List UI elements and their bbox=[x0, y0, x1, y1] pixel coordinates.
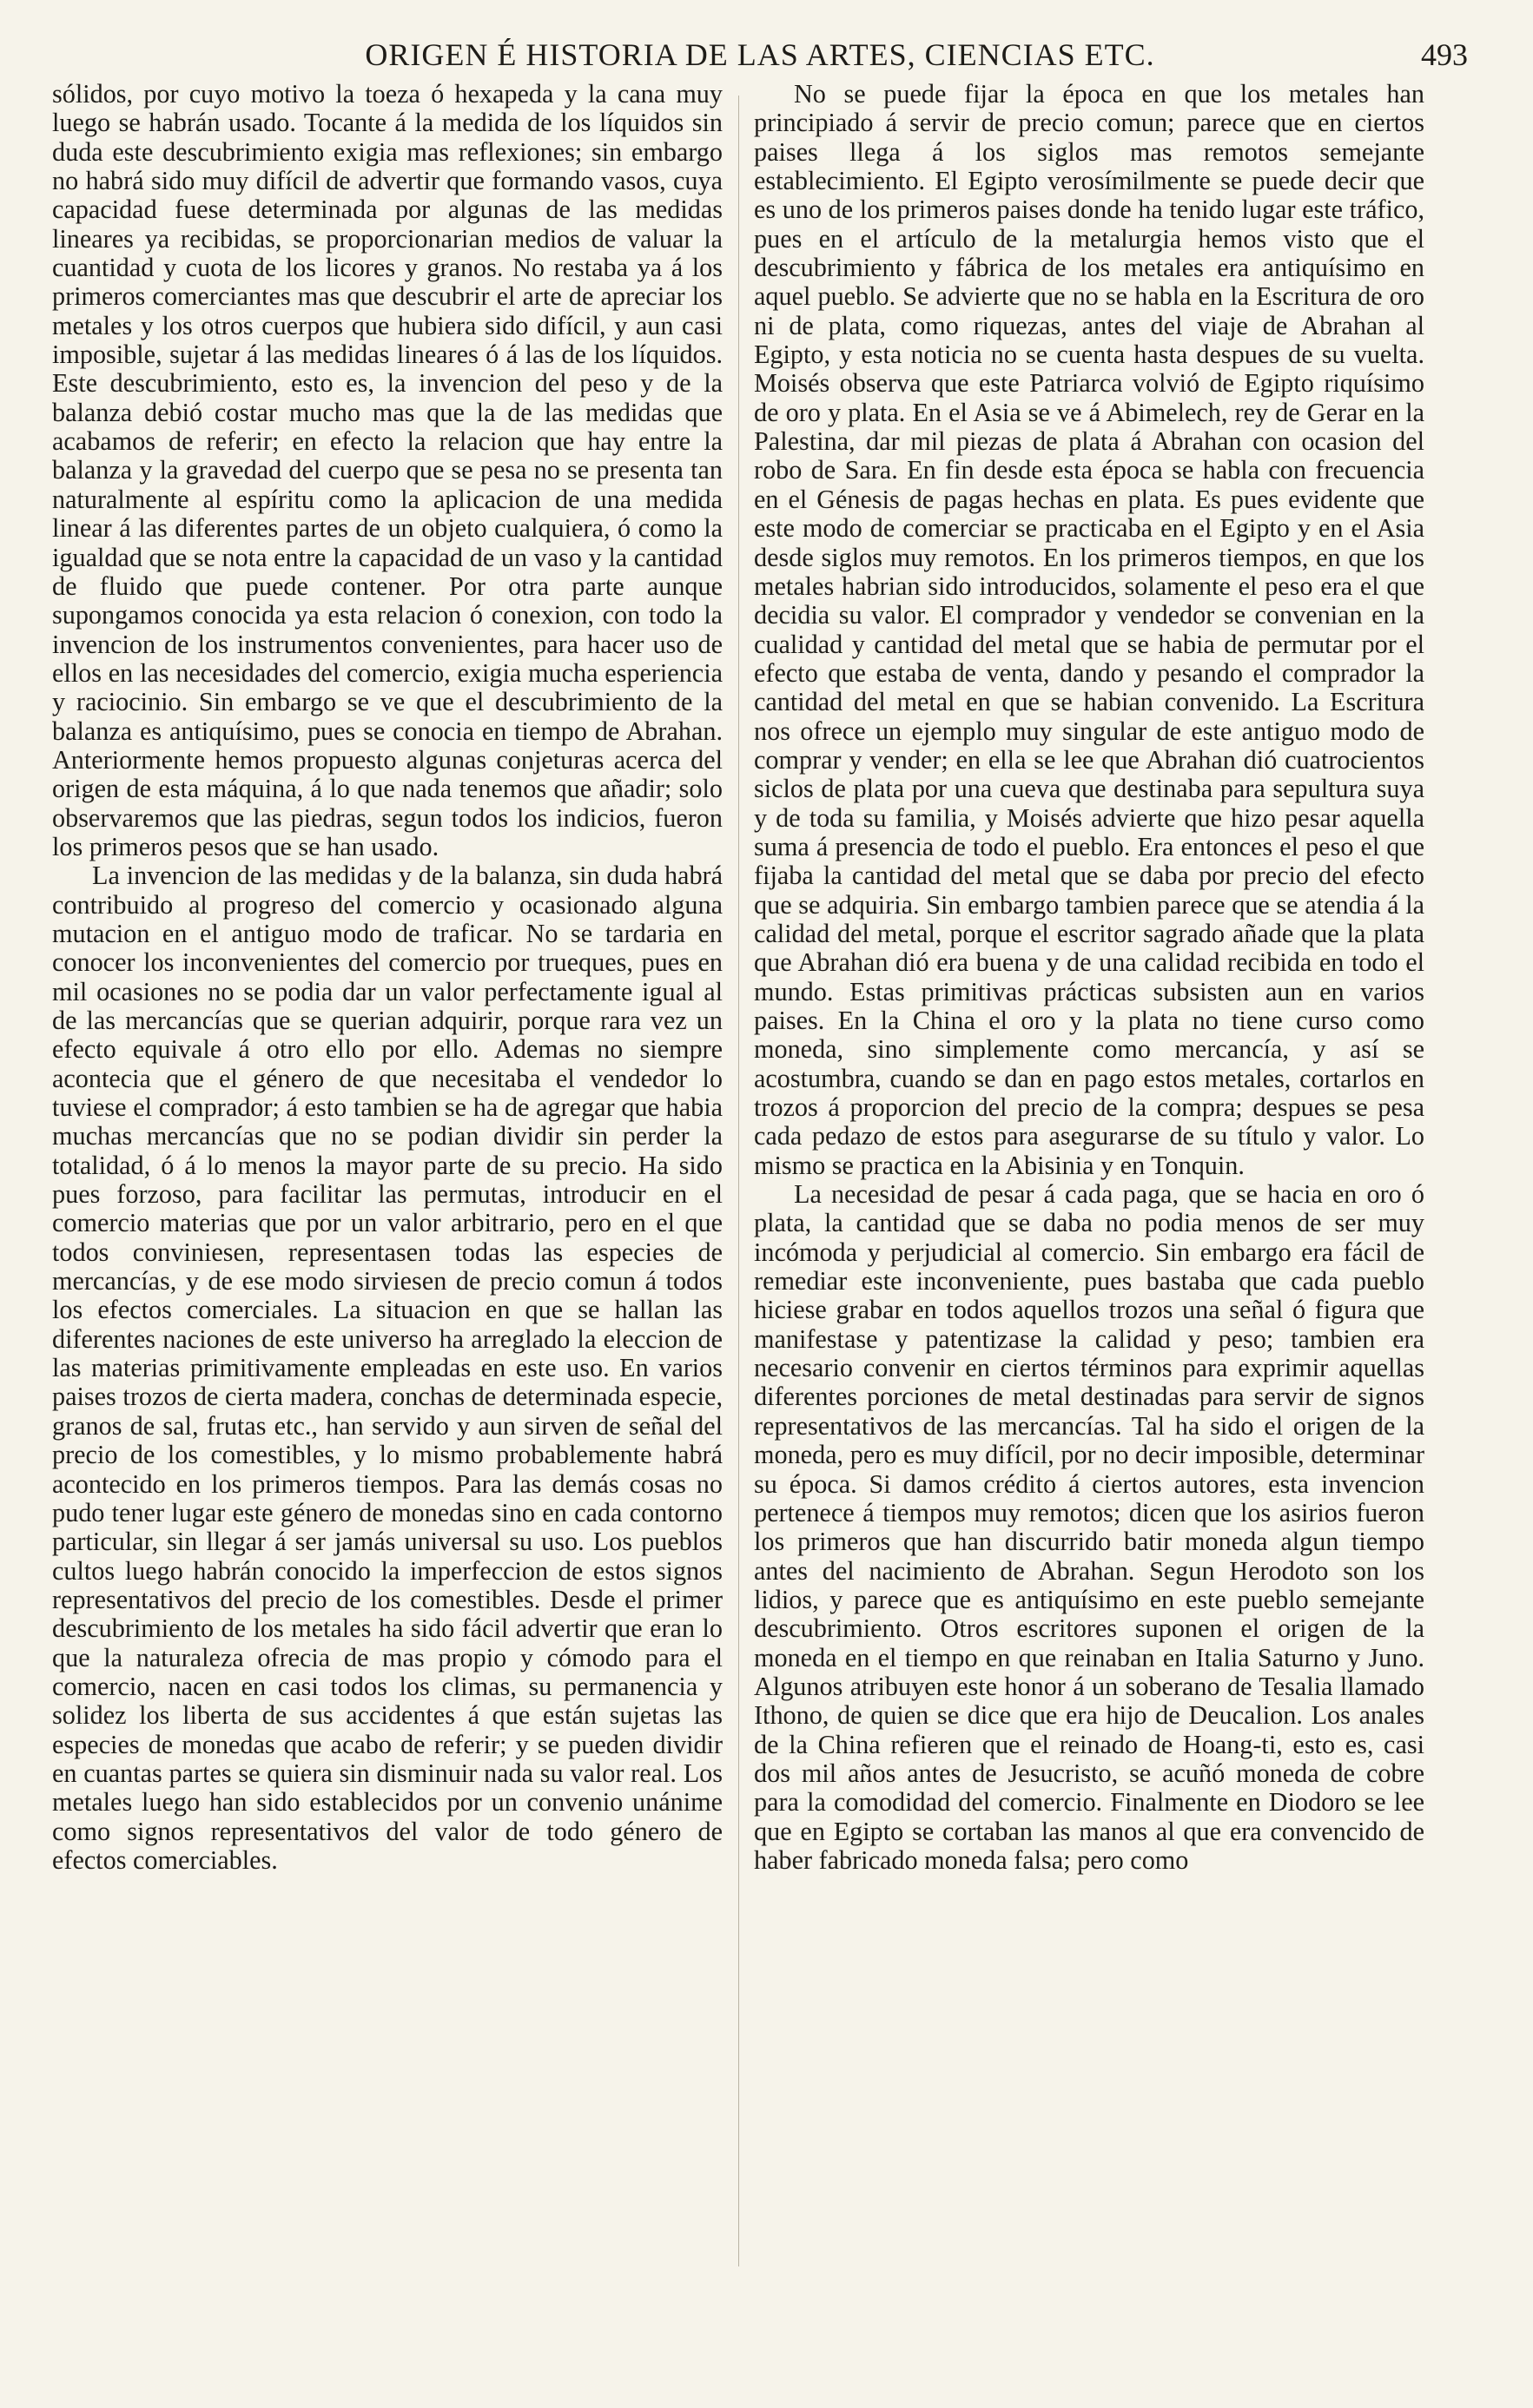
paragraph: No se puede fijar la época en que los metales han principiado á servir de precio comun; parece que en ciertos paises llega á los siglos mas remotos semejante establecimiento. El Egipto verosímilmente se puede decir que es uno de los primeros paises donde ha tenido lugar este tráfico, pues en el artículo de la metalurgia hemos visto que el descubrimiento y fábrica de los metales era antiquísimo en aquel pueblo. Se advierte que no se habla en la Escritura de oro ni de plata, como riquezas, antes del viaje de Abrahan al Egipto, y esta noticia no se cuenta hasta despues de su vuelta. Moisés observa que este Patriarca volvió de Egipto riquísimo de oro y plata. En el Asia se ve á Abimelech, rey de Gerar en la Palestina, dar mil piezas de plata á Abrahan con ocasion del robo de Sara. En fin desde esta época se habla con frecuencia en el Génesis de pagas hechas en plata. Es pues evidente que este modo de comerciar se practicaba en el Egipto y en el Asia desde siglos muy remotos. En los primeros tiempos, en que los metales habrian sido introducidos, solamente el peso era el que decidia su valor. El comprador y vendedor se convenian en la cualidad y cantidad del metal que se habia de permutar por el efecto que estaba de venta, dando y pesando el comprador la cantidad del metal en que se habian convenido. La Escritura nos ofrece un ejemplo muy singular de este antiguo modo de comprar y vender; en ella se lee que Abrahan dió cuatrocientos siclos de plata por una cueva que destinaba para sepultura suya y de toda su familia, y Moisés advierte que hizo pesar aquella suma á presencia de todo el pueblo. Era entonces el peso el que fijaba la cantidad del metal que se daba por precio del efecto que se adquiria. Sin embargo tambien parece que se atendia á la calidad del metal, porque el escritor sagrado añade que la plata que Abrahan dió era buena y de una calidad recibida en todo el mundo. Estas primitivas prácticas subsisten aun en varios paises. En la China el oro y la plata no tiene curso como moneda, sino simplemente como mercancía, y así se acostumbra, cuando se dan en pago estos metales, cortarlos en trozos á proporcion del precio de la compra; despues se pesa cada pedazo de estos para asegurarse de su título y valor. Lo mismo se practica en la Abisinia y en Tonquin. bbox=[754, 80, 1424, 1180]
paragraph: La invencion de las medidas y de la balanza, sin duda habrá contribuido al progreso del comercio y ocasionado alguna mutacion en el antiguo modo de traficar. No se tardaria en conocer los inconvenientes del comercio por trueques, pues en mil ocasiones no se podia dar un valor perfectamente igual al de las mercancías que se querian adquirir, porque rara vez un efecto equivale á otro ello por ello. Ademas no siempre acontecia que el género de que necesitaba el vendedor lo tuviese el comprador; á esto tambien se ha de agregar que habia muchas mercancías que no se podian dividir sin perder la totalidad, ó á lo menos la mayor parte de su precio. Ha sido pues forzoso, para facilitar las permutas, introducir en el comercio materias que por un valor arbitrario, pero en el que todos conviniesen, representasen todas las especies de mercancías, y de ese modo sirviesen de precio comun á todos los efectos comerciales. La situacion en que se hallan las diferentes naciones de este universo ha arreglado la eleccion de las materias primitivamente empleadas en este uso. En varios paises trozos de cierta madera, conchas de determinada especie, granos de sal, frutas etc., han servido y aun sirven de señal del precio de los comestibles, y lo mismo probablemente habrá acontecido en los primeros tiempos. Para las demás cosas no pudo tener lugar este género de monedas sino en cada contorno particular, sin llegar á ser jamás universal su uso. Los pueblos cultos luego habrán conocido la imperfeccion de estos signos representativos del precio de los comestibles. Desde el primer descubrimiento de los metales ha sido fácil advertir que eran lo que la naturaleza ofrecia de mas propio y cómodo para el comercio, nacen en casi todos los climas, su permanencia y solidez los liberta de sus accidentes á que están sujetas las especies de monedas que acabo de referir; y se pueden dividir en cuantas partes se quiera sin disminuir nada su valor real. Los metales luego han sido establecidos por un convenio unánime como signos representativos del valor de todo género de efectos comerciables. bbox=[52, 861, 723, 1875]
paragraph: sólidos, por cuyo motivo la toeza ó hexapeda y la cana muy luego se habrán usado. Tocante á la medida de los líquidos sin duda este descubrimiento exigia mas reflexiones; sin embargo no habrá sido muy difícil de advertir que formando vasos, cuya capacidad fuese determinada por algunas de las medidas lineares ya recibidas, se proporcionarian medios de valuar la cuantidad y cuota de los licores y granos. No restaba ya á los primeros comerciantes mas que descubrir el arte de apreciar los metales y los otros cuerpos que hubiera sido difícil, y aun casi imposible, sujetar á las medidas lineares ó á las de los líquidos. Este descubrimiento, esto es, la invencion del peso y de la balanza debió costar mucho mas que la de las medidas que acabamos de referir; en efecto la relacion que hay entre la balanza y la gravedad del cuerpo que se pesa no se presenta tan naturalmente al espíritu como la aplicacion de una medida linear á las diferentes partes de un objeto cualquiera, ó como la igualdad que se nota entre la capacidad de un vaso y la cantidad de fluido que puede contener. Por otra parte aunque supongamos conocida ya esta relacion ó conexion, con todo la invencion de los instrumentos convenientes, para hacer uso de ellos en las necesidades del comercio, exigia mucha esperiencia y raciocinio. Sin embargo se ve que el descubrimiento de la balanza es antiquísimo, pues se conocia en tiempo de Abrahan. Anteriormente hemos propuesto algunas conjeturas acerca del origen de esta máquina, á lo que nada tenemos que añadir; solo observaremos que las piedras, segun todos los indicios, fueron los primeros pesos que se han usado. bbox=[52, 80, 723, 861]
paragraph: La necesidad de pesar á cada paga, que se hacia en oro ó plata, la cantidad que se daba no podia menos de ser muy incómoda y perjudicial al comercio. Sin embargo era fácil de remediar este inconveniente, pues bastaba que cada pueblo hiciese grabar en todos aquellos trozos una señal ó figura que manifestase y patentizase la calidad y peso; tambien era necesario convenir en ciertos términos para exprimir aquellas diferentes porciones de metal destinadas para servir de signos representativos de las mercancías. Tal ha sido el origen de la moneda, pero es muy difícil, por no decir imposible, determinar su época. Si damos crédito á ciertos autores, esta invencion pertenece á tiempos muy remotos; dicen que los asirios fueron los primeros que han discurrido batir moneda algun tiempo antes del nacimiento de Abrahan. Segun Herodoto son los lidios, y parece que es antiquísimo en este pueblo semejante descubrimiento. Otros escritores suponen el origen de la moneda en el tiempo en que reinaban en Italia Saturno y Juno. Algunos atribuyen este honor á un soberano de Tesalia llamado Ithono, de quien se dice que era hijo de Deucalion. Los anales de la China refieren que el reinado de Hoang-ti, esto es, casi dos mil años antes de Jesucristo, se acuñó moneda de cobre para la comodidad del comercio. Finalmente en Diodoro se lee que en Egipto se cortaban las manos al que era convencido de haber fabricado moneda falsa; pero como bbox=[754, 1179, 1424, 1875]
page-header bbox=[52, 33, 1468, 76]
running-title: ORIGEN É HISTORIA DE LAS ARTES, CIENCIAS ETC. bbox=[365, 37, 1155, 72]
right-column bbox=[754, 80, 1424, 2303]
column-divider bbox=[738, 96, 739, 2266]
page-number: 493 bbox=[1421, 37, 1468, 72]
left-column bbox=[52, 80, 723, 2303]
